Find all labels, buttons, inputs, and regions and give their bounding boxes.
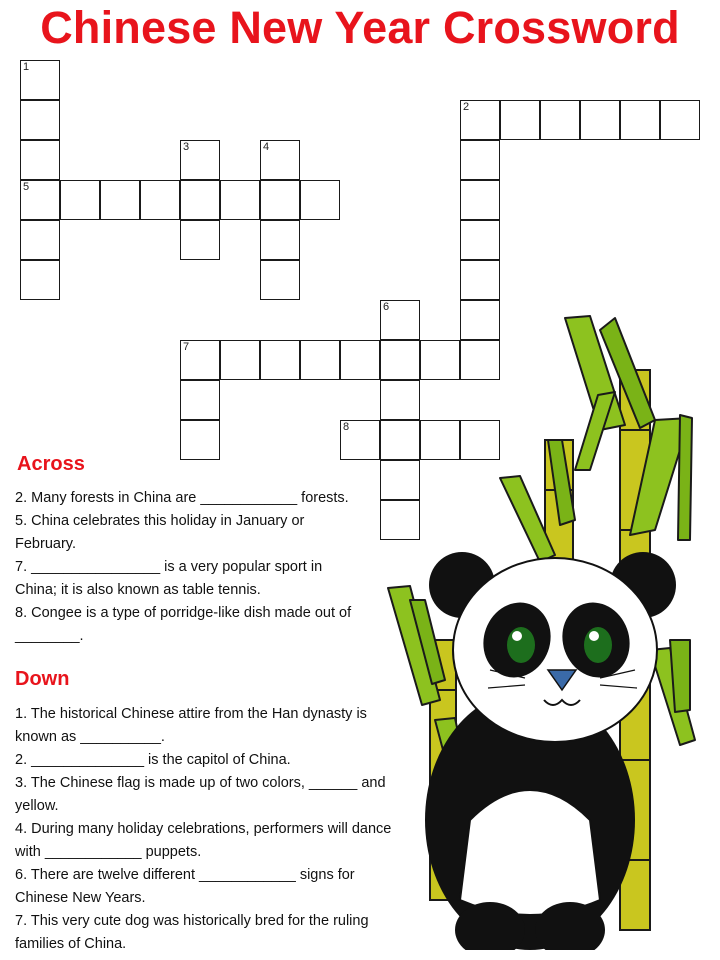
grid-cell[interactable] — [220, 340, 260, 380]
grid-cell[interactable] — [20, 180, 60, 220]
clue-across-7: 7. ________________ is a very popular sport in China; it is also known as table tennis. — [15, 559, 323, 598]
grid-cell[interactable] — [180, 420, 220, 460]
down-clue-list — [15, 703, 401, 956]
grid-cell[interactable] — [180, 220, 220, 260]
grid-cell[interactable] — [300, 180, 340, 220]
grid-cell[interactable] — [260, 260, 300, 300]
clue-number: 7 — [183, 341, 190, 353]
grid-cell[interactable] — [260, 220, 300, 260]
grid-cell[interactable] — [300, 340, 340, 380]
clue-number: 5 — [23, 181, 30, 193]
clue-across-8: 8. Congee is a type of porridge-like dish made out of ________. — [15, 605, 352, 644]
grid-cell[interactable] — [260, 340, 300, 380]
grid-cell[interactable] — [180, 340, 220, 380]
grid-cell[interactable] — [140, 180, 180, 220]
clue-down-3: 3. The Chinese flag is made up of two colors, ______ and yellow. — [15, 775, 386, 814]
grid-cell[interactable] — [340, 340, 380, 380]
grid-cell[interactable] — [460, 220, 500, 260]
clue-down-1: 1. The historical Chinese attire from the Han dynasty is known as __________. — [15, 706, 367, 745]
clue-number: 4 — [263, 141, 270, 153]
clue-down-6: 6. There are twelve different ____________ signs for Chinese New Years. — [15, 867, 355, 906]
grid-cell[interactable] — [20, 60, 60, 100]
grid-cell[interactable] — [20, 260, 60, 300]
clue-down-2: 2. ______________ is the capitol of China. — [15, 752, 291, 768]
page-title: Chinese New Year Crossword — [40, 2, 680, 53]
grid-cell[interactable] — [20, 220, 60, 260]
grid-cell[interactable] — [220, 180, 260, 220]
across-heading: Across — [17, 453, 85, 475]
across-clue-list — [15, 487, 355, 648]
grid-cell[interactable] — [460, 260, 500, 300]
clue-down-4: 4. During many holiday celebrations, performers will dance with ____________ puppets. — [15, 821, 392, 860]
clue-number: 6 — [383, 301, 390, 313]
grid-cell[interactable] — [580, 100, 620, 140]
grid-cell[interactable] — [460, 100, 500, 140]
grid-cell[interactable] — [180, 380, 220, 420]
panda-with-bamboo-icon — [380, 300, 710, 950]
grid-cell[interactable] — [180, 180, 220, 220]
grid-cell[interactable] — [20, 140, 60, 180]
grid-cell[interactable] — [660, 100, 700, 140]
clue-number: 2 — [463, 101, 470, 113]
clue-down-7: 7. This very cute dog was historically bred for the ruling families of China. — [15, 913, 369, 952]
clue-across-2: 2. Many forests in China are ____________ forests. — [15, 490, 349, 506]
grid-cell[interactable] — [460, 140, 500, 180]
clue-across-5: 5. China celebrates this holiday in January or February. — [15, 513, 305, 552]
grid-cell[interactable] — [100, 180, 140, 220]
clue-number: 3 — [183, 141, 190, 153]
grid-cell[interactable] — [620, 100, 660, 140]
down-heading: Down — [15, 668, 70, 690]
grid-cell[interactable] — [340, 420, 380, 460]
grid-cell[interactable] — [500, 100, 540, 140]
grid-cell[interactable] — [60, 180, 100, 220]
clue-number: 8 — [343, 421, 350, 433]
grid-cell[interactable] — [540, 100, 580, 140]
grid-cell[interactable] — [260, 180, 300, 220]
grid-cell[interactable] — [20, 100, 60, 140]
grid-cell[interactable] — [180, 140, 220, 180]
clue-number: 1 — [23, 61, 30, 73]
grid-cell[interactable] — [460, 180, 500, 220]
grid-cell[interactable] — [260, 140, 300, 180]
